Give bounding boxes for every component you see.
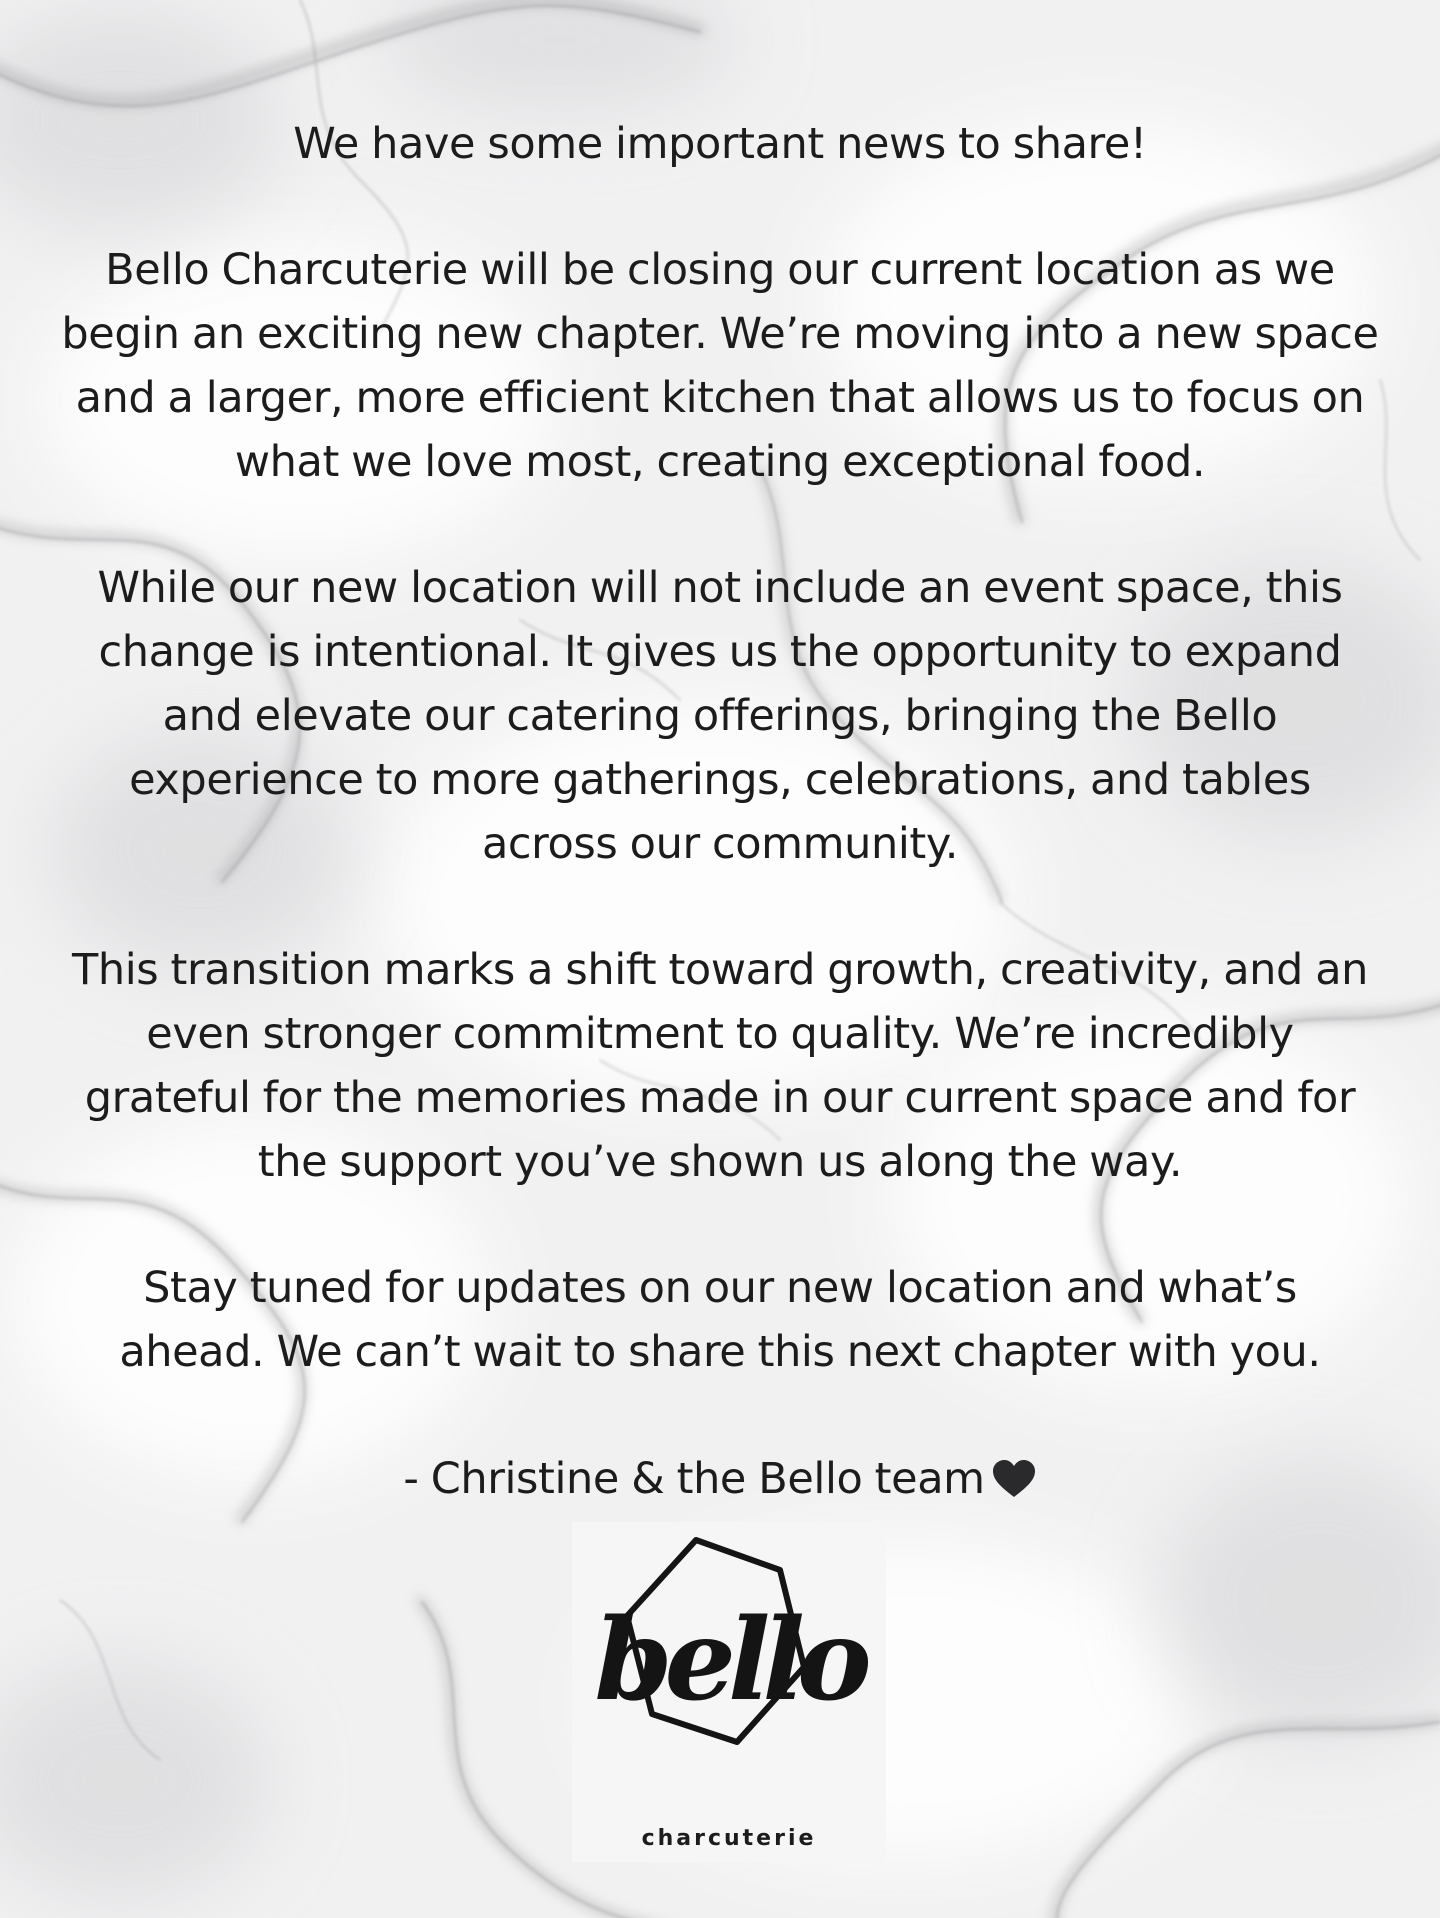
signature-line [0, 1447, 1440, 1511]
logo-wordmark: bello [594, 1595, 864, 1726]
paragraph-transition: This transition marks a shift toward growth, creativity, and an even stronger commitment to quality. We’re incredibly grateful for the memories made in our current space and for the support you’ve shown us along the way. [71, 945, 1368, 1187]
logo-subtitle: charcuterie [641, 1826, 817, 1851]
letter-heading: We have some important news to share! [293, 119, 1147, 169]
heart-icon [991, 1459, 1037, 1499]
bello-logo [572, 1522, 886, 1862]
paragraph-catering: While our new location will not include an event space, this change is intentional. It gives us the opportunity to expand and elevate our catering offerings, bringing the Bello experience to more gatherings, celebrations, and tables across our community. [97, 563, 1343, 869]
signature-text: - Christine & the Bello team [403, 1454, 985, 1504]
paragraph-stay-tuned: Stay tuned for updates on our new location and what’s ahead. We can’t wait to share this next chapter with you. [119, 1263, 1321, 1377]
paragraph-closing-location: Bello Charcuterie will be closing our current location as we begin an exciting new chapter. We’re moving into a new space and a larger, more efficient kitchen that allows us to focus on what we love most, creating exceptional food. [61, 245, 1379, 487]
